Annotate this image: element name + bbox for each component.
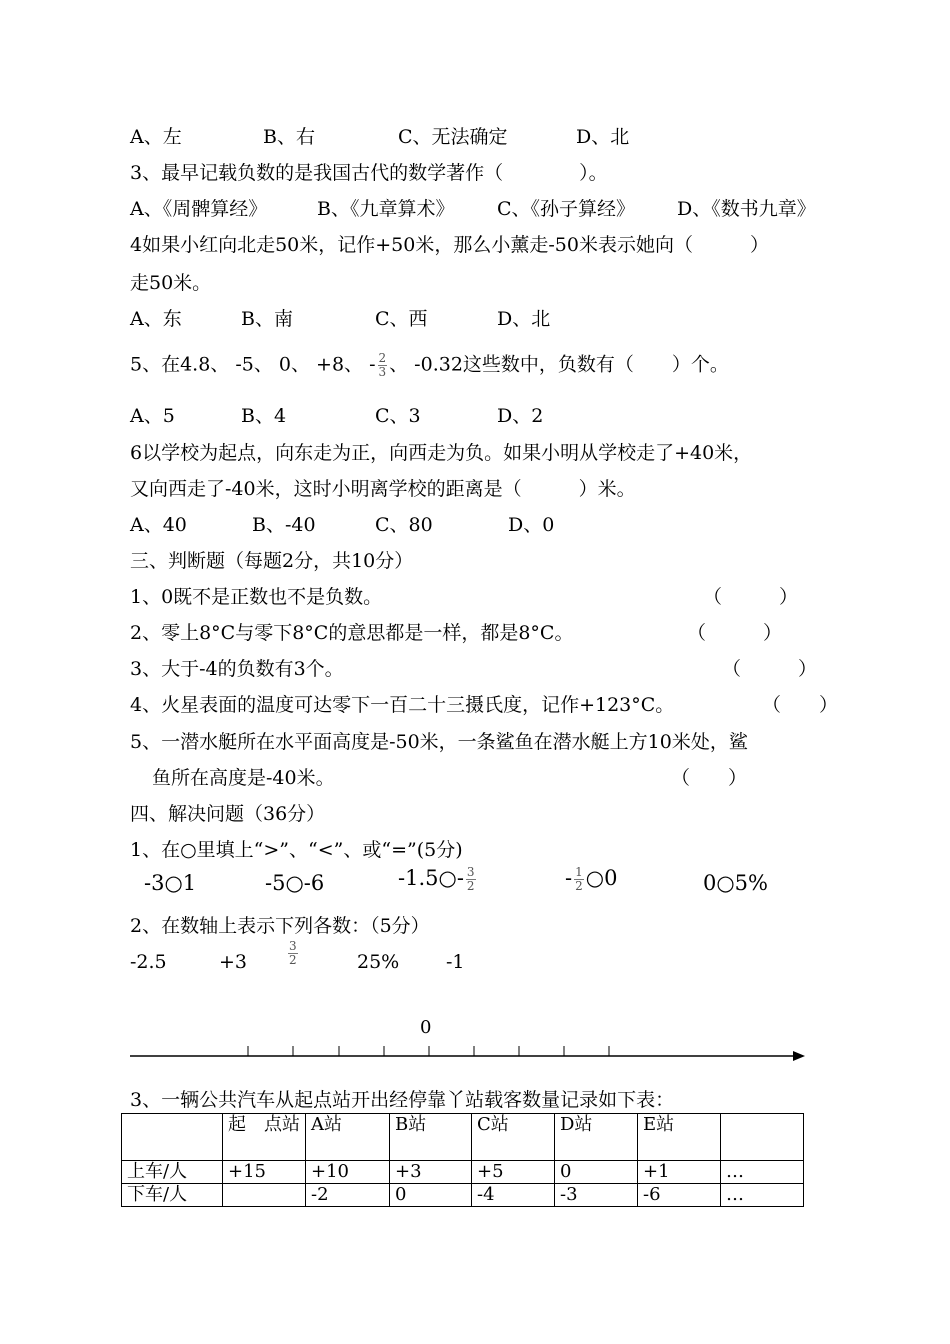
q6-option-a: A、40 [130,514,187,536]
compare-a: -3○1 [144,871,197,895]
compare-d-num: 1 [575,865,583,879]
table-cell: 上车/人 [122,1161,223,1184]
table-cell: 下车/人 [122,1184,223,1207]
judge-paren-4: （ ） [762,694,839,716]
table-cell: … [721,1184,804,1207]
judge-item-2: 2、零上8°C与零下8°C的意思都是一样，都是8°C。 [130,622,574,644]
q3-option-b: B、《九章算术》 [317,198,455,220]
q6-option-d: D、0 [508,514,555,536]
q5-option-b: B、4 [241,405,287,427]
table-cell: +1 [638,1161,721,1184]
q5-option-d: D、2 [497,405,544,427]
number-3-den: 2 [289,953,297,967]
s4-q1-stem: 1、在○里填上“>”、“<”、或“=”(5分) [130,839,463,861]
q5-prefix: 5、在4.8、 -5、 0、 +8、 - [130,353,376,376]
q5-frac-den: 3 [378,365,387,379]
q4-option-d: D、北 [497,308,551,330]
q2-option-a: A、左 [130,126,182,148]
table-cell: -2 [306,1184,390,1207]
table-cell: +3 [390,1161,472,1184]
table-cell: D站 [555,1114,638,1161]
table-cell [122,1114,223,1161]
table-cell: -4 [472,1184,555,1207]
table-cell: B站 [390,1114,472,1161]
number-5: -1 [446,951,465,973]
table-cell: A站 [306,1114,390,1161]
table-cell [721,1114,804,1161]
table-cell: +5 [472,1161,555,1184]
judge-item-3: 3、大于-4的负数有3个。 [130,658,344,680]
section3-title: 三、判断题（每题2分，共10分） [130,550,414,572]
judge-paren-3: （ ） [722,658,818,680]
number-line-arrow [793,1051,805,1061]
number-2: +3 [219,951,248,973]
number-3 [286,940,300,967]
compare-b: -5○-6 [265,871,325,895]
judge-paren-5: （ ） [671,767,748,789]
table-row [122,1184,804,1207]
table-cell: +15 [223,1161,306,1184]
number-line-zero-label: 0 [420,1017,432,1038]
table-cell: … [721,1161,804,1184]
q4-stem-line1: 4如果小红向北走50米，记作+50米，那么小薰走-50米表示她向（ ） [130,234,769,256]
table-cell: 0 [390,1184,472,1207]
table-cell: -6 [638,1184,721,1207]
table-header-row [122,1114,804,1161]
q5-option-c: C、3 [375,405,421,427]
number-1: -2.5 [130,951,167,973]
q3-option-d: D、《数书九章》 [677,198,816,220]
table-cell [223,1184,306,1207]
q4-option-a: A、东 [130,308,182,330]
q5-option-a: A、5 [130,405,175,427]
table-cell: E站 [638,1114,721,1161]
compare-d-suffix: ○0 [585,866,618,890]
table-cell: C站 [472,1114,555,1161]
q3-stem: 3、最早记载负数的是我国古代的数学著作（ ）。 [130,162,608,184]
compare-c-fraction [466,866,476,893]
q3-option-a: A、《周髀算经》 [130,198,268,220]
compare-c-den: 2 [466,879,475,893]
q5-suffix: 、 -0.32这些数中，负数有（ ）个。 [389,353,729,376]
compare-c-prefix: -1.5○- [398,866,464,890]
compare-d-fraction [574,866,584,893]
number-3-fraction [288,940,298,967]
q2-option-c: C、无法确定 [398,126,508,148]
judge-paren-1: （ ） [703,586,799,608]
q2-option-d: D、北 [576,126,630,148]
compare-e: 0○5% [703,871,768,895]
number-line-ticks [248,1046,609,1056]
q5-stem [130,352,729,379]
q4-option-c: C、西 [375,308,428,330]
s4-q3-stem: 3、一辆公共汽车从起点站开出经停靠丫站载客数量记录如下表： [130,1089,675,1111]
q5-frac-num: 2 [378,351,387,365]
judge-item-1: 1、0既不是正数也不是负数。 [130,586,383,608]
compare-d [565,866,617,893]
table-row [122,1161,804,1184]
judge-paren-2: （ ） [687,622,783,644]
table-cell: -3 [555,1184,638,1207]
table-cell: 起 点站 [223,1114,306,1161]
judge-item-4: 4、火星表面的温度可达零下一百二十三摄氏度，记作+123°C。 [130,694,675,716]
compare-c [398,866,478,893]
s4-q2-stem: 2、在数轴上表示下列各数：（5分） [130,915,430,937]
number-4: 25% [357,951,400,973]
q4-option-b: B、南 [241,308,293,330]
number-3-num: 3 [289,939,297,953]
q6-stem-line1: 6以学校为起点，向东走为正，向西走为负。如果小明从学校走了+40米， [130,442,753,464]
q4-stem-line2: 走50米。 [130,272,212,294]
q6-option-b: B、-40 [252,514,316,536]
q6-stem-line2: 又向西走了-40米，这时小明离学校的距离是（ ）米。 [130,478,636,500]
table-cell: 0 [555,1161,638,1184]
compare-c-num: 3 [466,865,475,879]
number-line [0,1010,950,1080]
judge-item-5-line1: 5、一潜水艇所在水平面高度是-50米，一条鲨鱼在潜水艇上方10米处，鲨 [130,731,748,753]
compare-d-prefix: - [565,866,573,890]
q6-option-c: C、80 [375,514,433,536]
bus-table [121,1113,804,1207]
table-cell: +10 [306,1161,390,1184]
section4-title: 四、解决问题（36分） [130,803,326,825]
compare-d-den: 2 [575,879,583,893]
judge-item-5-line2: 鱼所在高度是-40米。 [152,767,335,789]
q5-fraction [378,352,388,379]
q2-option-b: B、右 [263,126,315,148]
q3-option-c: C、《孙子算经》 [497,198,636,220]
